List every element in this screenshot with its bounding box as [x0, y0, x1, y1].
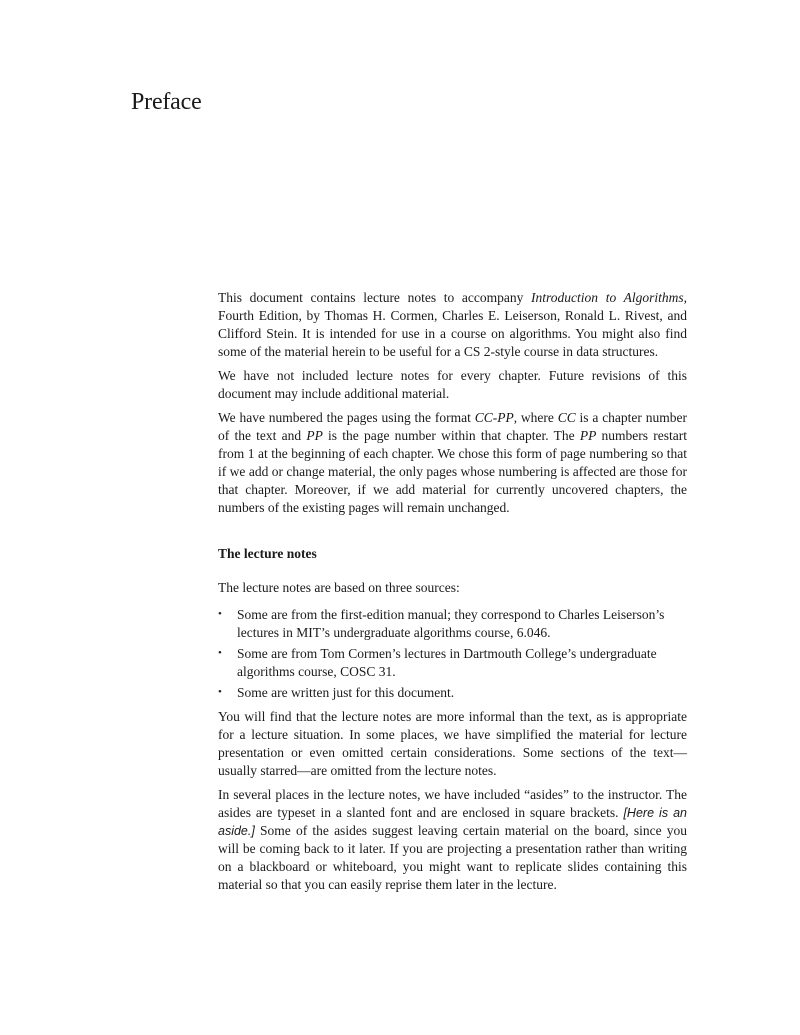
page-content: [218, 289, 687, 900]
page-numbering-paragraph: [218, 409, 687, 517]
numbering-text: is the page number within that chapter. The: [322, 428, 580, 443]
asides-text: In several places in the lecture notes, we have included “asides” to the instructor. The asides are typeset in a slanted font and are enclosed in square brackets.: [218, 787, 687, 820]
list-item: [218, 684, 687, 702]
chapter-title: Preface: [131, 89, 202, 115]
bullet-icon: •: [218, 608, 222, 620]
pp-term: PP: [306, 428, 323, 443]
intro-paragraph: [218, 289, 687, 361]
list-item: [218, 606, 687, 642]
asides-paragraph: [218, 786, 687, 894]
asides-text-continued: Some of the asides suggest leaving certain material on the board, since you will be coming back to it later. If you are projecting a presentation rather than writing on a blackboard or whiteboard, you might want to replicate slides containing this material so that you can easily reprise them later in the lecture.: [218, 823, 687, 892]
sources-lead: The lecture notes are based on three sources:: [218, 580, 460, 595]
list-item-text: Some are from the first-edition manual; they correspond to Charles Leiserson’s lectures in MIT’s undergraduate algorithms course, 6.046.: [237, 607, 665, 640]
format-term: CC-PP: [474, 410, 514, 425]
aside-example: [Here is an aside.]: [218, 806, 687, 838]
numbering-text: is a chapter number of the text and: [218, 410, 687, 443]
intro-text-continued: , Fourth Edition, by Thomas H. Cormen, Charles E. Leiserson, Ronald L. Rivest, and Clifford Stein. It is intended for use in a course on algorithms. You might also find some of the material herein to be useful for a CS 2-style course in data structures.: [218, 290, 687, 359]
bullet-icon: •: [218, 647, 222, 659]
pp-term: PP: [579, 428, 597, 443]
informal-paragraph: You will find that the lecture notes are more informal than the text, as is appropriate for a lecture situation. In some places, we have simplified the material for lecture presentation or even omitted certain considerations. Some sections of the text—usually starred—are omitted from the lecture notes.: [218, 709, 687, 778]
list-item-text: Some are from Tom Cormen’s lectures in Dartmouth College’s undergraduate algorithms course, COSC 31.: [237, 646, 657, 679]
numbering-text: We have numbered the pages using the format: [218, 410, 475, 425]
list-item-text: Some are written just for this document.: [237, 685, 455, 700]
revisions-paragraph: We have not included lecture notes for every chapter. Future revisions of this document may include additional material.: [218, 368, 687, 401]
sources-list: [218, 606, 687, 702]
intro-text: This document contains lecture notes to accompany: [218, 290, 532, 305]
book-title: Introduction to Algorithms: [531, 290, 684, 305]
section-heading: The lecture notes: [218, 546, 317, 561]
bullet-icon: •: [218, 686, 222, 698]
cc-term: CC: [557, 410, 576, 425]
numbering-text: numbers restart from 1 at the beginning of each chapter. We chose this form of page numbering so that if we add or change material, the only pages whose numbering is affected are those for that chapter. Moreover, if we add material for currently uncovered chapters, the numbers of the existing pages will remain unchanged.: [218, 428, 687, 515]
list-item: [218, 645, 687, 681]
numbering-text: , where: [513, 410, 558, 425]
